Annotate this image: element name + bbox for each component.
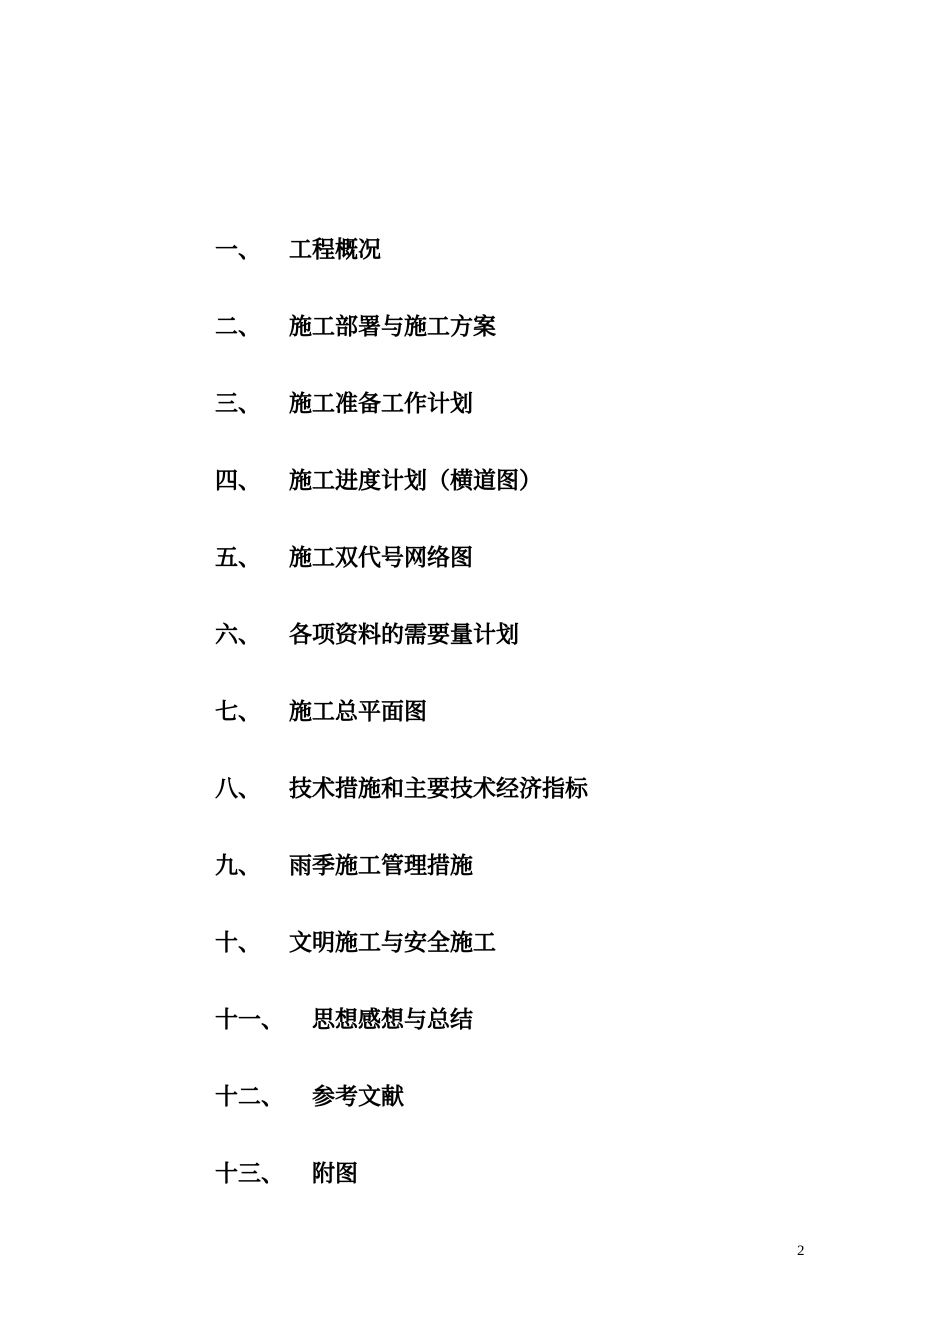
toc-item xyxy=(215,1162,588,1185)
toc-item xyxy=(215,238,588,261)
toc-item-title: 施工准备工作计划 xyxy=(289,390,473,416)
toc-item-title: 施工总平面图 xyxy=(289,698,427,724)
toc-item-title: 参考文献 xyxy=(312,1083,404,1109)
toc-item-title: 施工部署与施工方案 xyxy=(289,313,496,339)
toc-item xyxy=(215,315,588,338)
toc-item xyxy=(215,700,588,723)
toc-item xyxy=(215,1008,588,1031)
toc-item-number: 十、 xyxy=(215,929,261,955)
toc-item-number: 五、 xyxy=(215,544,261,570)
toc-item xyxy=(215,854,588,877)
toc-item xyxy=(215,546,588,569)
toc-item-number: 六、 xyxy=(215,621,261,647)
toc-item-number: 十三、 xyxy=(215,1160,284,1186)
toc-item-number: 二、 xyxy=(215,313,261,339)
toc-item-number: 一、 xyxy=(215,236,261,262)
toc-item xyxy=(215,931,588,954)
toc-item-number: 三、 xyxy=(215,390,261,416)
toc-item-title: 各项资料的需要量计划 xyxy=(289,621,519,647)
toc-item-number: 四、 xyxy=(215,467,261,493)
toc-item-title: 技术措施和主要技术经济指标 xyxy=(289,775,588,801)
toc-item-number: 八、 xyxy=(215,775,261,801)
toc-item xyxy=(215,777,588,800)
toc-item-title: 施工双代号网络图 xyxy=(289,544,473,570)
toc-item xyxy=(215,392,588,415)
toc-item xyxy=(215,1085,588,1108)
toc-item-title: 附图 xyxy=(312,1160,358,1186)
toc-item-number: 九、 xyxy=(215,852,261,878)
toc-item-number: 十二、 xyxy=(215,1083,284,1109)
page-number: 2 xyxy=(797,1243,805,1259)
toc-item-title: 雨季施工管理措施 xyxy=(289,852,473,878)
toc-item-title: 文明施工与安全施工 xyxy=(289,929,496,955)
toc-item-number: 七、 xyxy=(215,698,261,724)
table-of-contents xyxy=(215,238,588,1185)
toc-item-number: 十一、 xyxy=(215,1006,284,1032)
toc-item-title: 施工进度计划（横道图） xyxy=(289,467,542,493)
toc-item xyxy=(215,623,588,646)
toc-item-title: 思想感想与总结 xyxy=(312,1006,473,1032)
toc-item xyxy=(215,469,588,492)
toc-item-title: 工程概况 xyxy=(289,236,381,262)
